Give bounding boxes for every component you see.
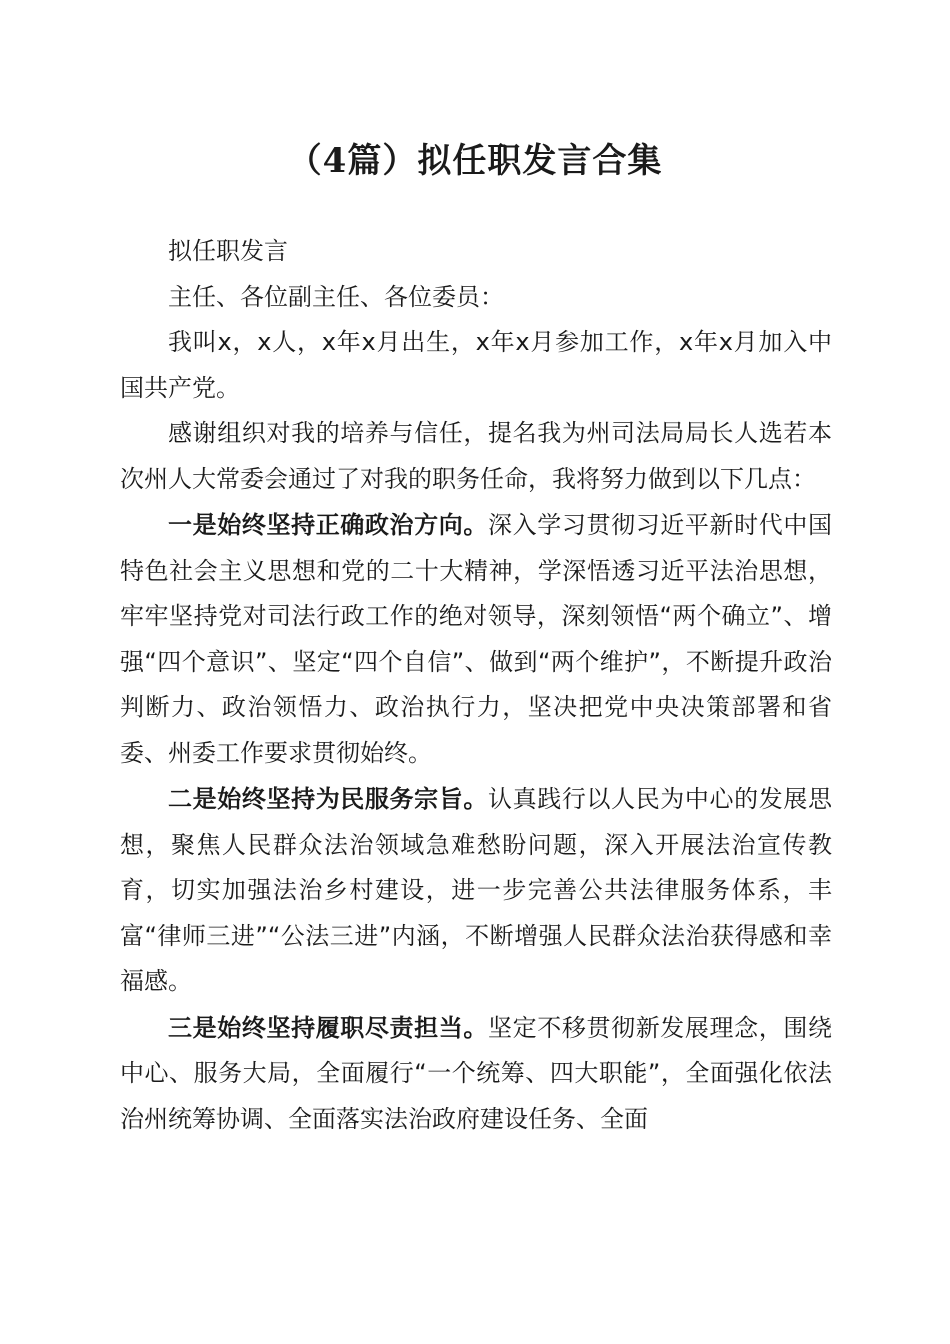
document-body	[120, 229, 832, 1142]
paragraph-lead: 一是始终坚持正确政治方向。	[168, 510, 488, 539]
paragraph-text: 深入学习贯彻习近平新时代中国特色社会主义思想和党的二十大精神，学深悟透习近平法治思想，牢牢坚持党对司法行政工作的绝对领导，深刻领悟“两个确立”、增强“四个意识”、坚定“四个自信”、做到“两个维护”，不断提升政治判断力、政治领悟力、政治执行力，坚决把党中央决策部署和省委、州委工作要求贯彻始终。	[120, 511, 832, 767]
paragraph-thanks	[120, 411, 832, 502]
paragraph-point-1	[120, 502, 832, 776]
paragraph-point-3	[120, 1005, 832, 1143]
paragraph-text: 坚定不移贯彻新发展理念，围绕中心、服务大局，全面履行“一个统筹、四大职能”，全面强化依法治州统筹协调、全面落实法治政府建设任务、全面	[120, 1013, 832, 1133]
paragraph-lead: 二是始终坚持为民服务宗旨。	[168, 784, 488, 813]
paragraph-text: 认真践行以人民为中心的发展思想，聚焦人民群众法治领域急难愁盼问题，深入开展法治宣传教育，切实加强法治乡村建设，进一步完善公共法律服务体系，丰富“律师三进”“公法三进”内涵，不断增强人民群众法治获得感和幸福感。	[120, 785, 832, 995]
paragraph-point-2	[120, 776, 832, 1005]
speech-subtitle: 拟任职发言	[168, 237, 288, 265]
paragraph-text: 感谢组织对我的培养与信任，提名我为州司法局局长人选若本次州人大常委会通过了对我的职务任命，我将努力做到以下几点：	[120, 419, 832, 493]
paragraph-intro	[120, 320, 832, 411]
paragraph-lead: 三是始终坚持履职尽责担当。	[168, 1012, 488, 1042]
document-title: （4篇）拟任职发言合集	[287, 141, 663, 181]
salutation: 主任、各位副主任、各位委员：	[168, 282, 504, 311]
paragraph-text: 我叫x，x人，x年x月出生，x年x月参加工作，x年x月加入中国共产党。	[120, 328, 832, 402]
